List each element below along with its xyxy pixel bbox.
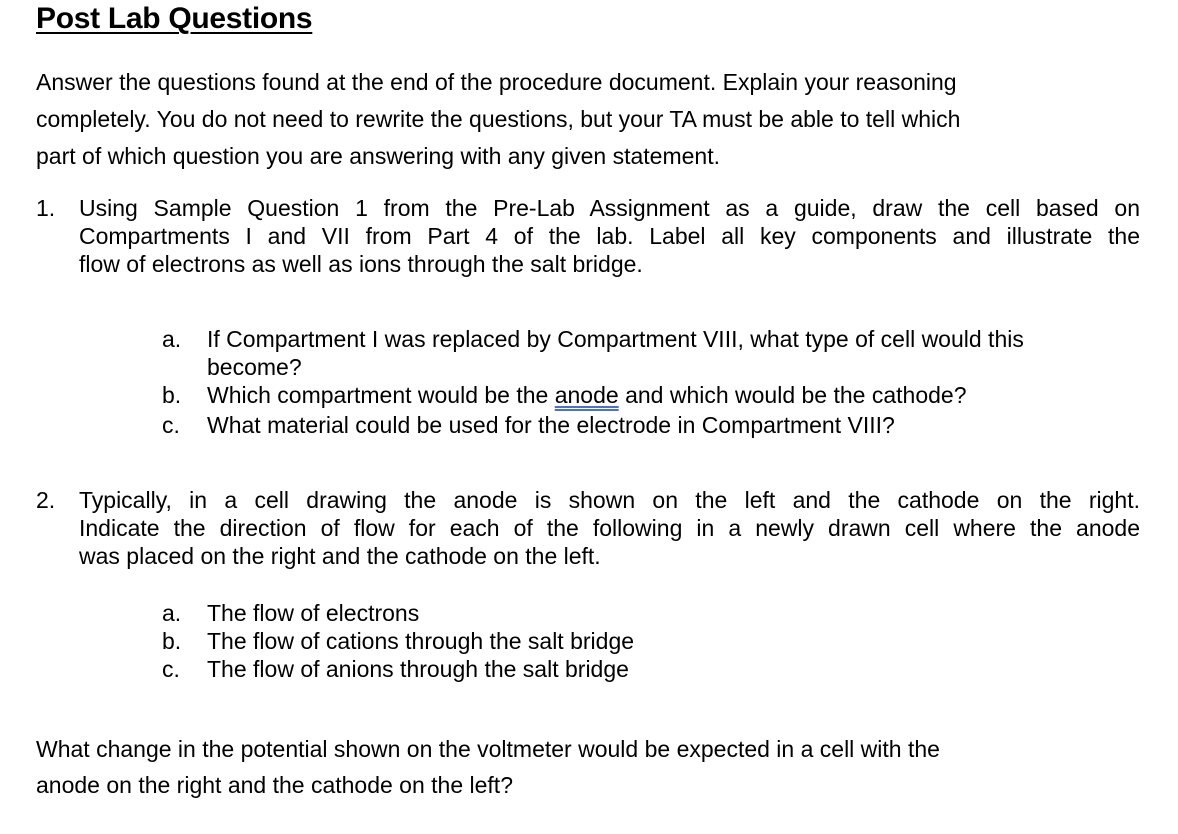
question-1-line: Compartments I and VII from Part 4 of the lab. Label all key components and illustrate the (79, 223, 1140, 249)
subpart-line: The flow of anions through the salt bridge (207, 656, 629, 682)
question-2 (36, 486, 1140, 570)
question-1-line: Using Sample Question 1 from the Pre-Lab Assignment as a guide, draw the cell based on (79, 195, 1140, 221)
intro-line: completely. You do not need to rewrite the questions, but your TA must be able to tell which (36, 106, 961, 132)
question-2-line: Indicate the direction of flow for each of the following in a newly drawn cell where the anode (79, 515, 1140, 541)
subpart-line: The flow of cations through the salt bridge (207, 628, 635, 654)
spellcheck-underlined-word: anode (554, 382, 619, 408)
question-1-text (79, 194, 1140, 278)
subpart-letter: a. (162, 600, 182, 626)
question-2b (162, 627, 1142, 655)
question-1b (162, 381, 1142, 409)
question-2-subparts (162, 599, 1142, 683)
question-2-line: was placed on the right and the cathode on the left. (79, 543, 601, 569)
question-2a (162, 599, 1142, 627)
subpart-letter: c. (162, 656, 180, 682)
question-2c (162, 655, 1142, 683)
subpart-line: become? (207, 354, 302, 380)
intro-paragraph (36, 64, 1126, 175)
question-2-number: 2. (36, 487, 56, 513)
subpart-letter: c. (162, 412, 180, 438)
question-1 (36, 194, 1140, 278)
closing-line: anode on the right and the cathode on the left? (36, 772, 513, 798)
subpart-text-post: and which would be the cathode? (618, 382, 967, 408)
question-1c (162, 411, 1142, 439)
subpart-text-pre: Which compartment would be the (207, 382, 555, 408)
question-2-text (79, 486, 1140, 570)
closing-question (36, 731, 1136, 803)
question-1a (162, 325, 1142, 381)
subpart-line: What material could be used for the electrode in Compartment VIII? (207, 412, 895, 438)
subpart-letter: a. (162, 326, 182, 352)
intro-line: part of which question you are answering with any given statement. (36, 143, 720, 169)
question-1-number: 1. (36, 195, 56, 221)
question-1-subparts (162, 325, 1142, 439)
subpart-line: If Compartment I was replaced by Compartment VIII, what type of cell would this (207, 326, 1024, 352)
subpart-line: The flow of electrons (207, 600, 420, 626)
page-title: Post Lab Questions (36, 2, 313, 35)
closing-line: What change in the potential shown on the voltmeter would be expected in a cell with the (36, 736, 940, 762)
question-1-line: flow of electrons as well as ions through the salt bridge. (79, 251, 643, 277)
question-2-line: Typically, in a cell drawing the anode is shown on the left and the cathode on the right. (79, 487, 1140, 513)
subpart-letter: b. (162, 628, 182, 654)
intro-line: Answer the questions found at the end of the procedure document. Explain your reasoning (36, 69, 957, 95)
subpart-line (207, 381, 1142, 409)
subpart-letter: b. (162, 382, 182, 408)
